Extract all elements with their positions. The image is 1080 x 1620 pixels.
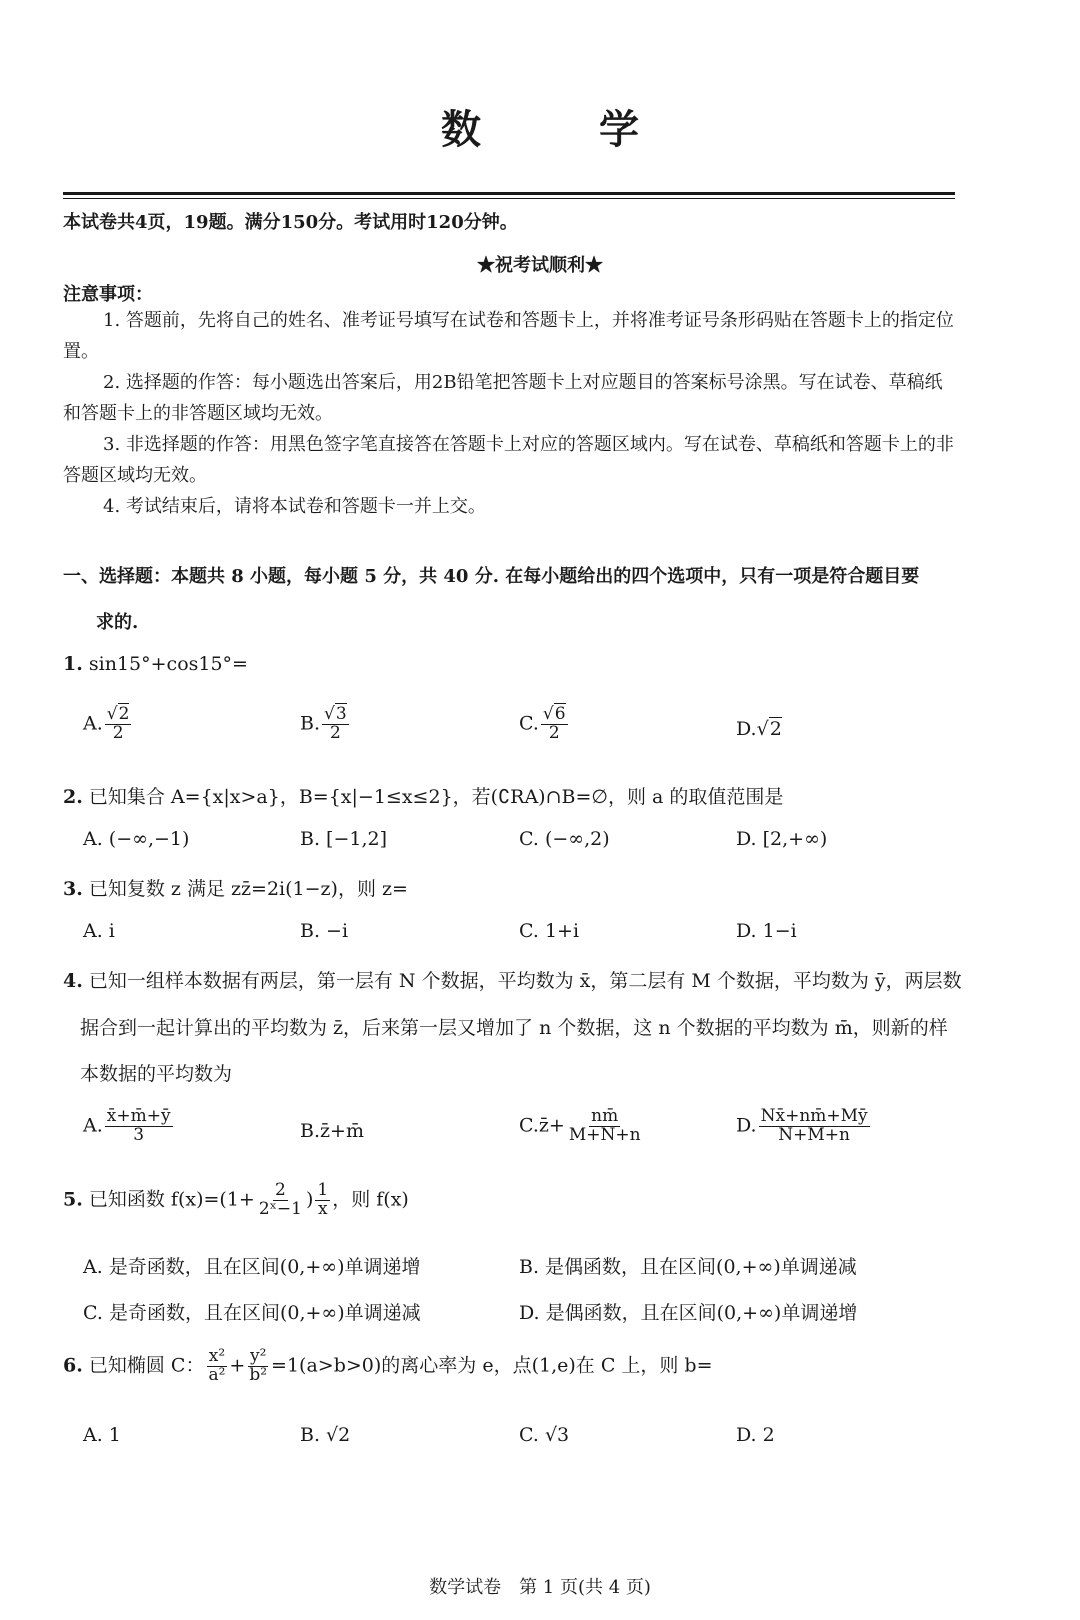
question-4-line-2: 据合到一起计算出的平均数为 z̄，后来第一层又增加了 n 个数据，这 n 个数据的平均数为 m̄，则新的样 xyxy=(80,1017,948,1039)
note-item: 1. 答题前，先将自己的姓名、准考证号填写在试卷和答题卡上，并将准考证号条形码贴在答题卡上的指定位置。 xyxy=(63,310,954,362)
blessing: ★祝考试顺利★ xyxy=(477,255,603,276)
section-heading: 一、选择题：本题共 8 小题，每小题 5 分，共 40 分. 在每小题给出的四个选项中，只有一项是符合题目要 xyxy=(63,566,920,587)
question-3: 3. 已知复数 z 满足 zz̄=2i(1−z)，则 z= xyxy=(63,878,408,900)
q5-option-a: A. 是奇函数，且在区间(0,+∞)单调递增 xyxy=(83,1256,421,1278)
title-rule-thick xyxy=(63,192,955,195)
q2-option-b: B. [−1,2] xyxy=(300,828,388,850)
q5-option-c: C. 是奇函数，且在区间(0,+∞)单调递减 xyxy=(83,1302,421,1324)
title-rule-thin xyxy=(63,198,955,199)
q1-option-b: B. $\frac{√3}{2}$ xyxy=(300,704,347,743)
note-item: 2. 选择题的作答：每小题选出答案后，用2B铅笔把答题卡上对应题目的答案标号涂黑。写在试卷、草稿纸和答题卡上的非答题区域均无效。 xyxy=(63,372,943,424)
q5-option-d: D. 是偶函数，且在区间(0,+∞)单调递增 xyxy=(519,1302,858,1324)
q5-option-b: B. 是偶函数，且在区间(0,+∞)单调递减 xyxy=(519,1256,857,1278)
q2-option-d: D. [2,+∞) xyxy=(736,828,828,850)
page-title: 数 学 xyxy=(441,106,691,153)
q6-option-a: A. 1 xyxy=(83,1424,121,1446)
question-6: 6. 已知椭圆 C： $\frac{\text{x²}}{\text{a²}}$ + $\frac{\text{y²}}{\text{b²}}$ =1(a>b>0)的离心率为 e，点(1,e)在 C 上，则 b= xyxy=(63,1346,713,1385)
question-5: 5. 已知函数 f(x)=(1+ $\frac{2}{\text{2ˣ−1}}$ ) $\frac{1}{x}$ ，则 f(x) xyxy=(63,1180,409,1219)
exam-info: 本试卷共4页，19题。满分150分。考试用时120分钟。 xyxy=(63,212,518,233)
q4-option-a: A. $\frac{x̄+m̄+ȳ}{3}$ xyxy=(83,1106,171,1145)
question-4-line-3: 本数据的平均数为 xyxy=(80,1063,233,1085)
q2-option-c: C. (−∞,2) xyxy=(519,828,610,850)
q2-option-a: A. (−∞,−1) xyxy=(83,828,190,850)
note-item: 4. 考试结束后，请将本试卷和答题卡一并上交。 xyxy=(103,496,486,517)
note-item: 3. 非选择题的作答：用黑色签字笔直接答在答题卡上对应的答题区域内。写在试卷、草稿纸和答题卡上的非答题区域均无效。 xyxy=(63,434,954,486)
q6-option-d: D. 2 xyxy=(736,1424,775,1446)
q4-option-b: B.z̄+m̄ xyxy=(300,1120,364,1142)
q4-option-d: D. $\frac{Nx̄+nm̄+Mȳ}{N+M+n}$ xyxy=(736,1106,868,1145)
q1-option-d: D.√2 xyxy=(736,718,782,740)
q6-option-b: B. √2 xyxy=(300,1424,351,1446)
question-2: 2. 已知集合 A={x|x>a}，B={x|−1≤x≤2}，若(∁RA)∩B=∅，则 a 的取值范围是 xyxy=(63,786,784,808)
question-4: 4. 已知一组样本数据有两层，第一层有 N 个数据，平均数为 x̄，第二层有 M 个数据，平均数为 ȳ，两层数 xyxy=(63,970,962,992)
q6-option-c: C. √3 xyxy=(519,1424,570,1446)
q3-option-b: B. −i xyxy=(300,920,349,942)
q3-option-a: A. i xyxy=(83,920,115,942)
q3-option-c: C. 1+i xyxy=(519,920,580,942)
q1-option-a: A. $\frac{√2}{2}$ xyxy=(83,704,130,743)
page-footer: 数学试卷 第 1 页(共 4 页) xyxy=(429,1577,651,1598)
section-heading-cont: 求的. xyxy=(96,612,139,633)
q4-option-c: C.z̄+ $\frac{nm̄}{M+N+n}$ xyxy=(519,1106,641,1145)
q1-option-c: C. $\frac{√6}{2}$ xyxy=(519,704,566,743)
q3-option-d: D. 1−i xyxy=(736,920,797,942)
question-1: 1. sin15°+cos15°= xyxy=(63,653,248,675)
notes-heading: 注意事项： xyxy=(63,284,153,305)
